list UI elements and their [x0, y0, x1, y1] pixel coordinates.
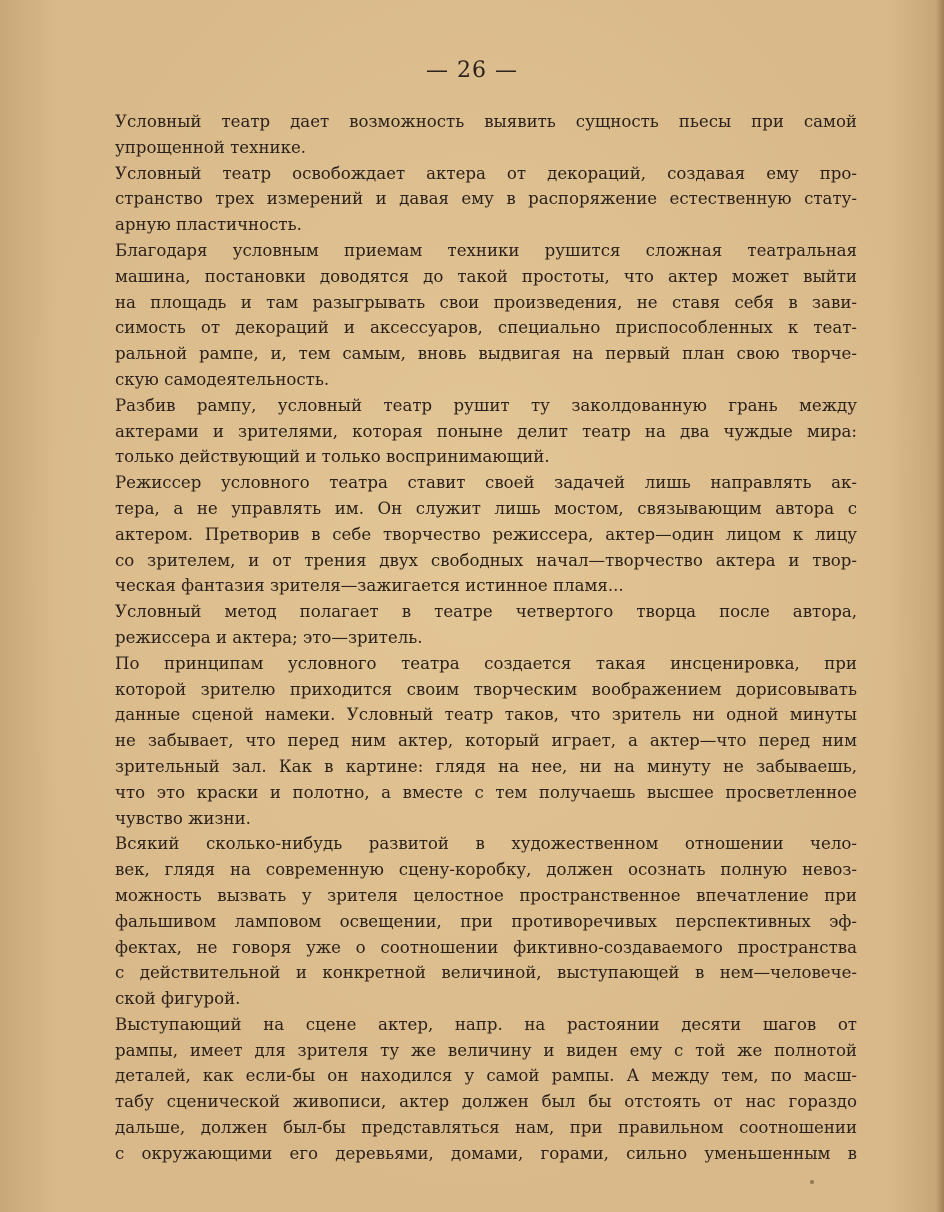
text-line: с окружающими его деревьями, домами, горами, сильно уменьшенным в: [115, 1143, 857, 1163]
text-line: упрощенной технике.: [115, 137, 307, 157]
text-line: тера, а не управлять им. Он служит лишь мостом, связывающим автора с: [115, 498, 857, 518]
text-line: со зрителем, и от трения двух свободных начал—творчество актера и твор-: [115, 550, 857, 570]
text-line: которой зрителю приходится своим творческим воображением дорисовывать: [115, 679, 857, 699]
text-line: не забывает, что перед ним актер, который играет, а актер—что перед ним: [115, 731, 857, 751]
page-number: — 26 —: [426, 58, 518, 83]
text-line: на площадь и там разыгрывать свои произведения, не ставя себя в зави-: [115, 292, 857, 312]
text-line: арную пластичность.: [115, 215, 302, 235]
text-line: Выступающий на сцене актер, напр. на растоянии десяти шагов от: [115, 1014, 857, 1034]
text-line: чувство жизни.: [115, 808, 251, 828]
text-line: данные сценой намеки. Условный театр таков, что зритель ни одной минуты: [115, 705, 857, 725]
text-line: дальше, должен был-бы представляться нам, при правильном соотношении: [115, 1118, 857, 1138]
text-line: актером. Претворив в себе творчество режиссера, актер—один лицом к лицу: [115, 524, 857, 544]
text-line: режиссера и актера; это—зритель.: [115, 627, 423, 647]
text-line: что это краски и полотно, а вместе с тем получаешь высшее просветленное: [115, 782, 857, 802]
text-line: машина, постановки доводятся до такой простоты, что актер может выйти: [115, 266, 857, 286]
text-line: век, глядя на современную сцену-коробку, должен осознать полную невоз-: [115, 860, 857, 880]
text-line: скую самодеятельность.: [115, 369, 330, 389]
text-line: ческая фантазия зрителя—зажигается истинное пламя...: [115, 576, 624, 596]
text-line: Условный театр освобождает актера от декораций, создавая ему про-: [115, 163, 857, 183]
text-line: актерами и зрителями, которая поныне делит театр на два чуждые мира:: [115, 421, 857, 441]
text-line: только действующий и только воспринимающий.: [115, 447, 550, 467]
paper-speck: [810, 1180, 814, 1184]
text-line: можность вызвать у зрителя целостное пространственное впечатление при: [115, 885, 857, 905]
body-text: [115, 109, 857, 1167]
text-line: фальшивом ламповом освещении, при противоречивых перспективных эф-: [115, 911, 857, 931]
text-line: ской фигурой.: [115, 989, 241, 1009]
text-line: деталей, как если-бы он находился у самой рампы. А между тем, по масш-: [115, 1066, 857, 1086]
text-line: Разбив рампу, условный театр рушит ту заколдованную грань между: [115, 395, 857, 415]
text-line: Условный театр дает возможность выявить сущность пьесы при самой: [115, 112, 857, 131]
text-line: рампы, имеет для зрителя ту же величину и виден ему с той же полнотой: [115, 1040, 857, 1060]
text-line: Всякий сколько-нибудь развитой в художественном отношении чело-: [115, 834, 857, 854]
text-line: По принципам условного театра создается такая инсценировка, при: [115, 653, 857, 673]
text-line: с действительной и конкретной величиной, выступающей в нем—человече-: [115, 963, 857, 983]
text-line: симость от декораций и аксессуаров, специально приспособленных к теат-: [115, 318, 857, 338]
text-line: странство трех измерений и давая ему в распоряжение естественную стату-: [115, 189, 857, 209]
text-line: ральной рампе, и, тем самым, вновь выдвигая на первый план свою творче-: [115, 344, 857, 364]
text-line: табу сценической живописи, актер должен был бы отстоять от нас гораздо: [115, 1092, 857, 1112]
text-line: Благодаря условным приемам техники рушится сложная театральная: [115, 240, 857, 260]
text-line: фектах, не говоря уже о соотношении фиктивно-создаваемого пространства: [115, 937, 857, 957]
text-line: Условный метод полагает в театре четвертого творца после автора,: [115, 602, 857, 622]
page-edge-shadow: [936, 0, 944, 1212]
text-line: зрительный зал. Как в картине: глядя на нее, ни на минуту не забываешь,: [115, 756, 857, 776]
text-line: Режиссер условного театра ставит своей задачей лишь направлять ак-: [115, 473, 857, 493]
